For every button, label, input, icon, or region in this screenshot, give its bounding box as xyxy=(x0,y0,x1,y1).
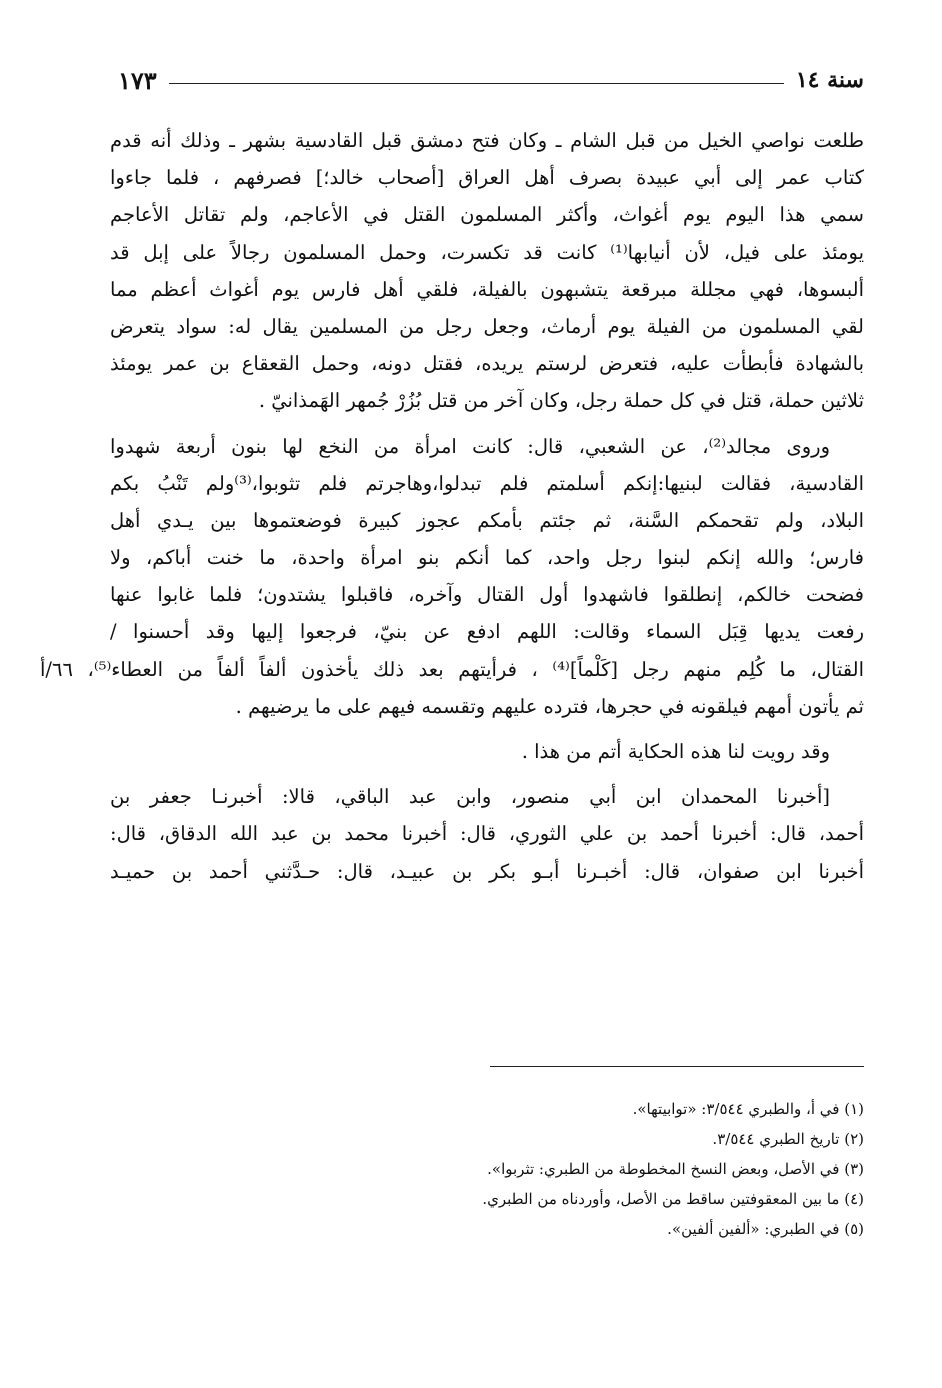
text-line: ثلاثين حملة، قتل في كل حملة رجل، وكان آخر من قتل بُزُرْ جُمهر الهَمذانيّ . xyxy=(258,389,864,413)
footnote-separator xyxy=(490,1066,864,1067)
text-line: أحمد، قال: أخبرنا أحمد بن علي الثوري، قال: أخبرنا محمد بن عبد الله الدقاق، قال: xyxy=(110,822,864,846)
footnote: (٤) ما بين المعقوفتين ساقط من الأصل، وأوردناه من الطبري. xyxy=(482,1190,864,1208)
text-line: [أخبرنا المحمدان ابن أبي منصور، وابن عبد الباقي، قالا: أخبرنـا جعفر بن xyxy=(110,785,830,809)
footnote: (٢) تاريخ الطبري ٣/٥٤٤. xyxy=(712,1130,864,1148)
text-line: لقي المسلمون من الفيلة يوم أرماث، وجعل رجل من المسلمين يقال له: سواد يتعرض xyxy=(110,314,864,338)
text-line: وروى مجالد⁽²⁾، عن الشعبي، قال: كانت امرأة من النخع لها بنون أربعة شهدوا xyxy=(110,434,830,458)
page-number: ١٧٣ xyxy=(118,65,157,95)
text-line: كتاب عمر إلى أبي عبيدة بصرف أهل العراق [أصحاب خالد؛] فصرفهم ، فلما جاءوا xyxy=(110,166,864,190)
text-line: ألبسوها، فهي مجللة مبرقعة يتشبهون بالفيلة، فلقي أهل فارس يوم أغواث أعظم مما xyxy=(110,277,864,301)
footnote: (٥) في الطبري: «ألفين ألفين». xyxy=(667,1220,864,1238)
text-line: القادسية، فقالت لبنيها:إنكم أسلمتم فلم تبدلوا،وهاجرتم فلم تثوبوا،⁽³⁾ولم تَنْبُ بكم xyxy=(110,471,865,495)
text-line: سمي هذا اليوم يوم أغواث، وأكثر المسلمون القتل في الأعاجم، ولم تقاتل الأعاجم xyxy=(110,203,864,227)
text-line: بالشهادة فأبطأت عليه، فتعرض لرستم يريده، فقتل دونه، وحمل القعقاع بن عمر يومئذ xyxy=(110,352,864,376)
text-line: فارس؛ والله إنكم لبنوا رجل واحد، كما أنكم بنو امرأة واحدة، ما خنت أباكم، ولا xyxy=(110,546,864,570)
body-text xyxy=(40,122,865,890)
paragraph-3 xyxy=(110,733,864,770)
footnote: (٣) في الأصل، وبعض النسخ المخطوطة من الطبري: تثربوا». xyxy=(487,1160,864,1178)
text-line: يومئذ على فيل، لأن أنيابها⁽¹⁾ كانت قد تكسرت، وحمل المسلمون رجالاً على إبل قد xyxy=(110,240,864,264)
text-line: رفعت يديها قِبَل السماء وقالت: اللهم ادفع عن بنيّ، فرجعوا إليها وقد أحسنوا / xyxy=(110,620,864,644)
text-line: وقد رويت لنا هذه الحكاية أتم من هذا . xyxy=(521,740,830,763)
paragraph-2 xyxy=(40,428,865,726)
paragraph-1 xyxy=(110,122,864,420)
text-line: طلعت نواصي الخيل من قبل الشام ـ وكان فتح دمشق قبل القادسية بشهر ـ وذلك أنه قدم xyxy=(110,129,864,152)
header-rule xyxy=(169,83,784,84)
text-line: فضحت خالكم، إنطلقوا فاشهدوا أول القتال وآخره، فاقبلوا يشتدون؛ فلما غابوا عنها xyxy=(110,583,864,607)
page-header xyxy=(118,58,864,102)
text-line: البلاد، ولم تقحمكم السَّنة، ثم جئتم بأمكم عجوز كبيرة فوضعتموها بين يـدي أهل xyxy=(110,508,864,532)
running-head-year: سنة ١٤ xyxy=(795,67,864,93)
text-line: أخبرنا ابن صفوان، قال: أخبـرنا أبـو بكر بن عبيـد، قال: حـدَّثني أحمد بن حميـد xyxy=(110,859,864,883)
text-line-with-margin-folio: القتال، ما كُلِم منهم رجل [كَلْماً]⁽⁴⁾ ، فرأيتهم بعد ذلك يأخذون ألفاً ألفاً من العطاء⁽⁵⁾، ٦٦/أ xyxy=(40,657,864,681)
text-line: ثم يأتون أمهم فيلقونه في حجرها، فترده عليهم وتقسمه فيهم على ما يرضيهم . xyxy=(235,694,864,718)
paragraph-4 xyxy=(110,778,864,890)
footnotes xyxy=(164,1094,864,1244)
footnote: (١) في أ، والطبري ٣/٥٤٤: «توابيتها». xyxy=(632,1100,864,1118)
